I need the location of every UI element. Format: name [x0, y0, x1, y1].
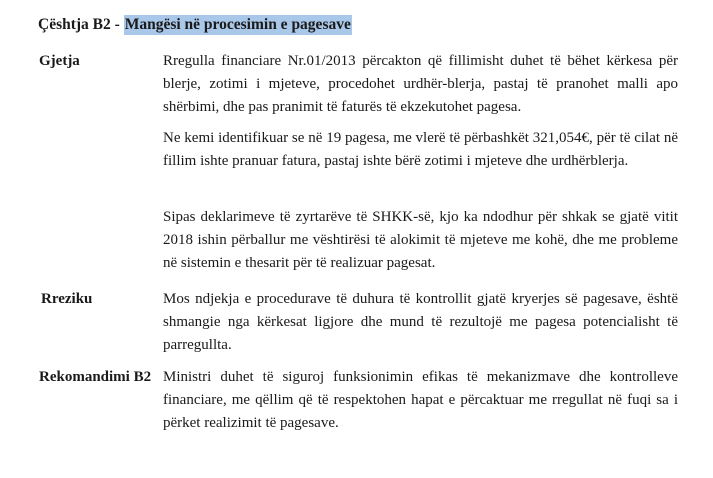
- finding-paragraph-2: Ne kemi identifikuar se në 19 pagesa, me vlerë të përbashkët 321,054€, për të cilat në fillim ishte pranuar fatura, pastaj ishte bërë zotimi i mjeteve dhe urdhërblerja.: [163, 130, 678, 169]
- issue-heading-highlighted-title: Mangësi në procesimin e pagesave: [124, 16, 351, 33]
- section-label-finding: Gjetja: [39, 53, 80, 69]
- recommendation-paragraph: Ministri duhet të siguroj funksionimin efikas të mekanizmave dhe kontrolleve financiare, me qëllim që të respektohen hapat e përcaktuar me rregullat në fuqi sa i përket realizimit të pagesave.: [163, 369, 678, 431]
- risk-paragraph: Mos ndjekja e procedurave të duhura të kontrollit gjatë kryerjes së pagesave, është shmangie nga kërkesat ligjore dhe mund të rezultojë me pagesa potencialisht të parregullta.: [163, 291, 678, 353]
- section-label-risk: Rreziku: [41, 291, 93, 307]
- finding-paragraph-3: Sipas deklarimeve të zyrtarëve të SHKK-së, kjo ka ndodhur për shkak se gjatë vitit 2018 ishin përballur me vështirësi të alokimit të mjeteve me kohë, dhe me probleme në sistemin e thesarit për të realizuar pagesat.: [163, 209, 678, 271]
- issue-heading: [38, 14, 352, 36]
- section-label-recommendation: Rekomandimi B2: [39, 369, 152, 385]
- finding-paragraph-1: Rregulla financiare Nr.01/2013 përcakton që fillimisht duhet të bëhet kërkesa për blerje, zotimi i mjeteve, procedohet urdhër-blerja, pastaj të pranohet malli apo shërbimi, dhe pas pranimit të faturës të ekzekutohet pagesa.: [163, 53, 678, 115]
- issue-heading-prefix: Çështja B2 -: [38, 16, 124, 33]
